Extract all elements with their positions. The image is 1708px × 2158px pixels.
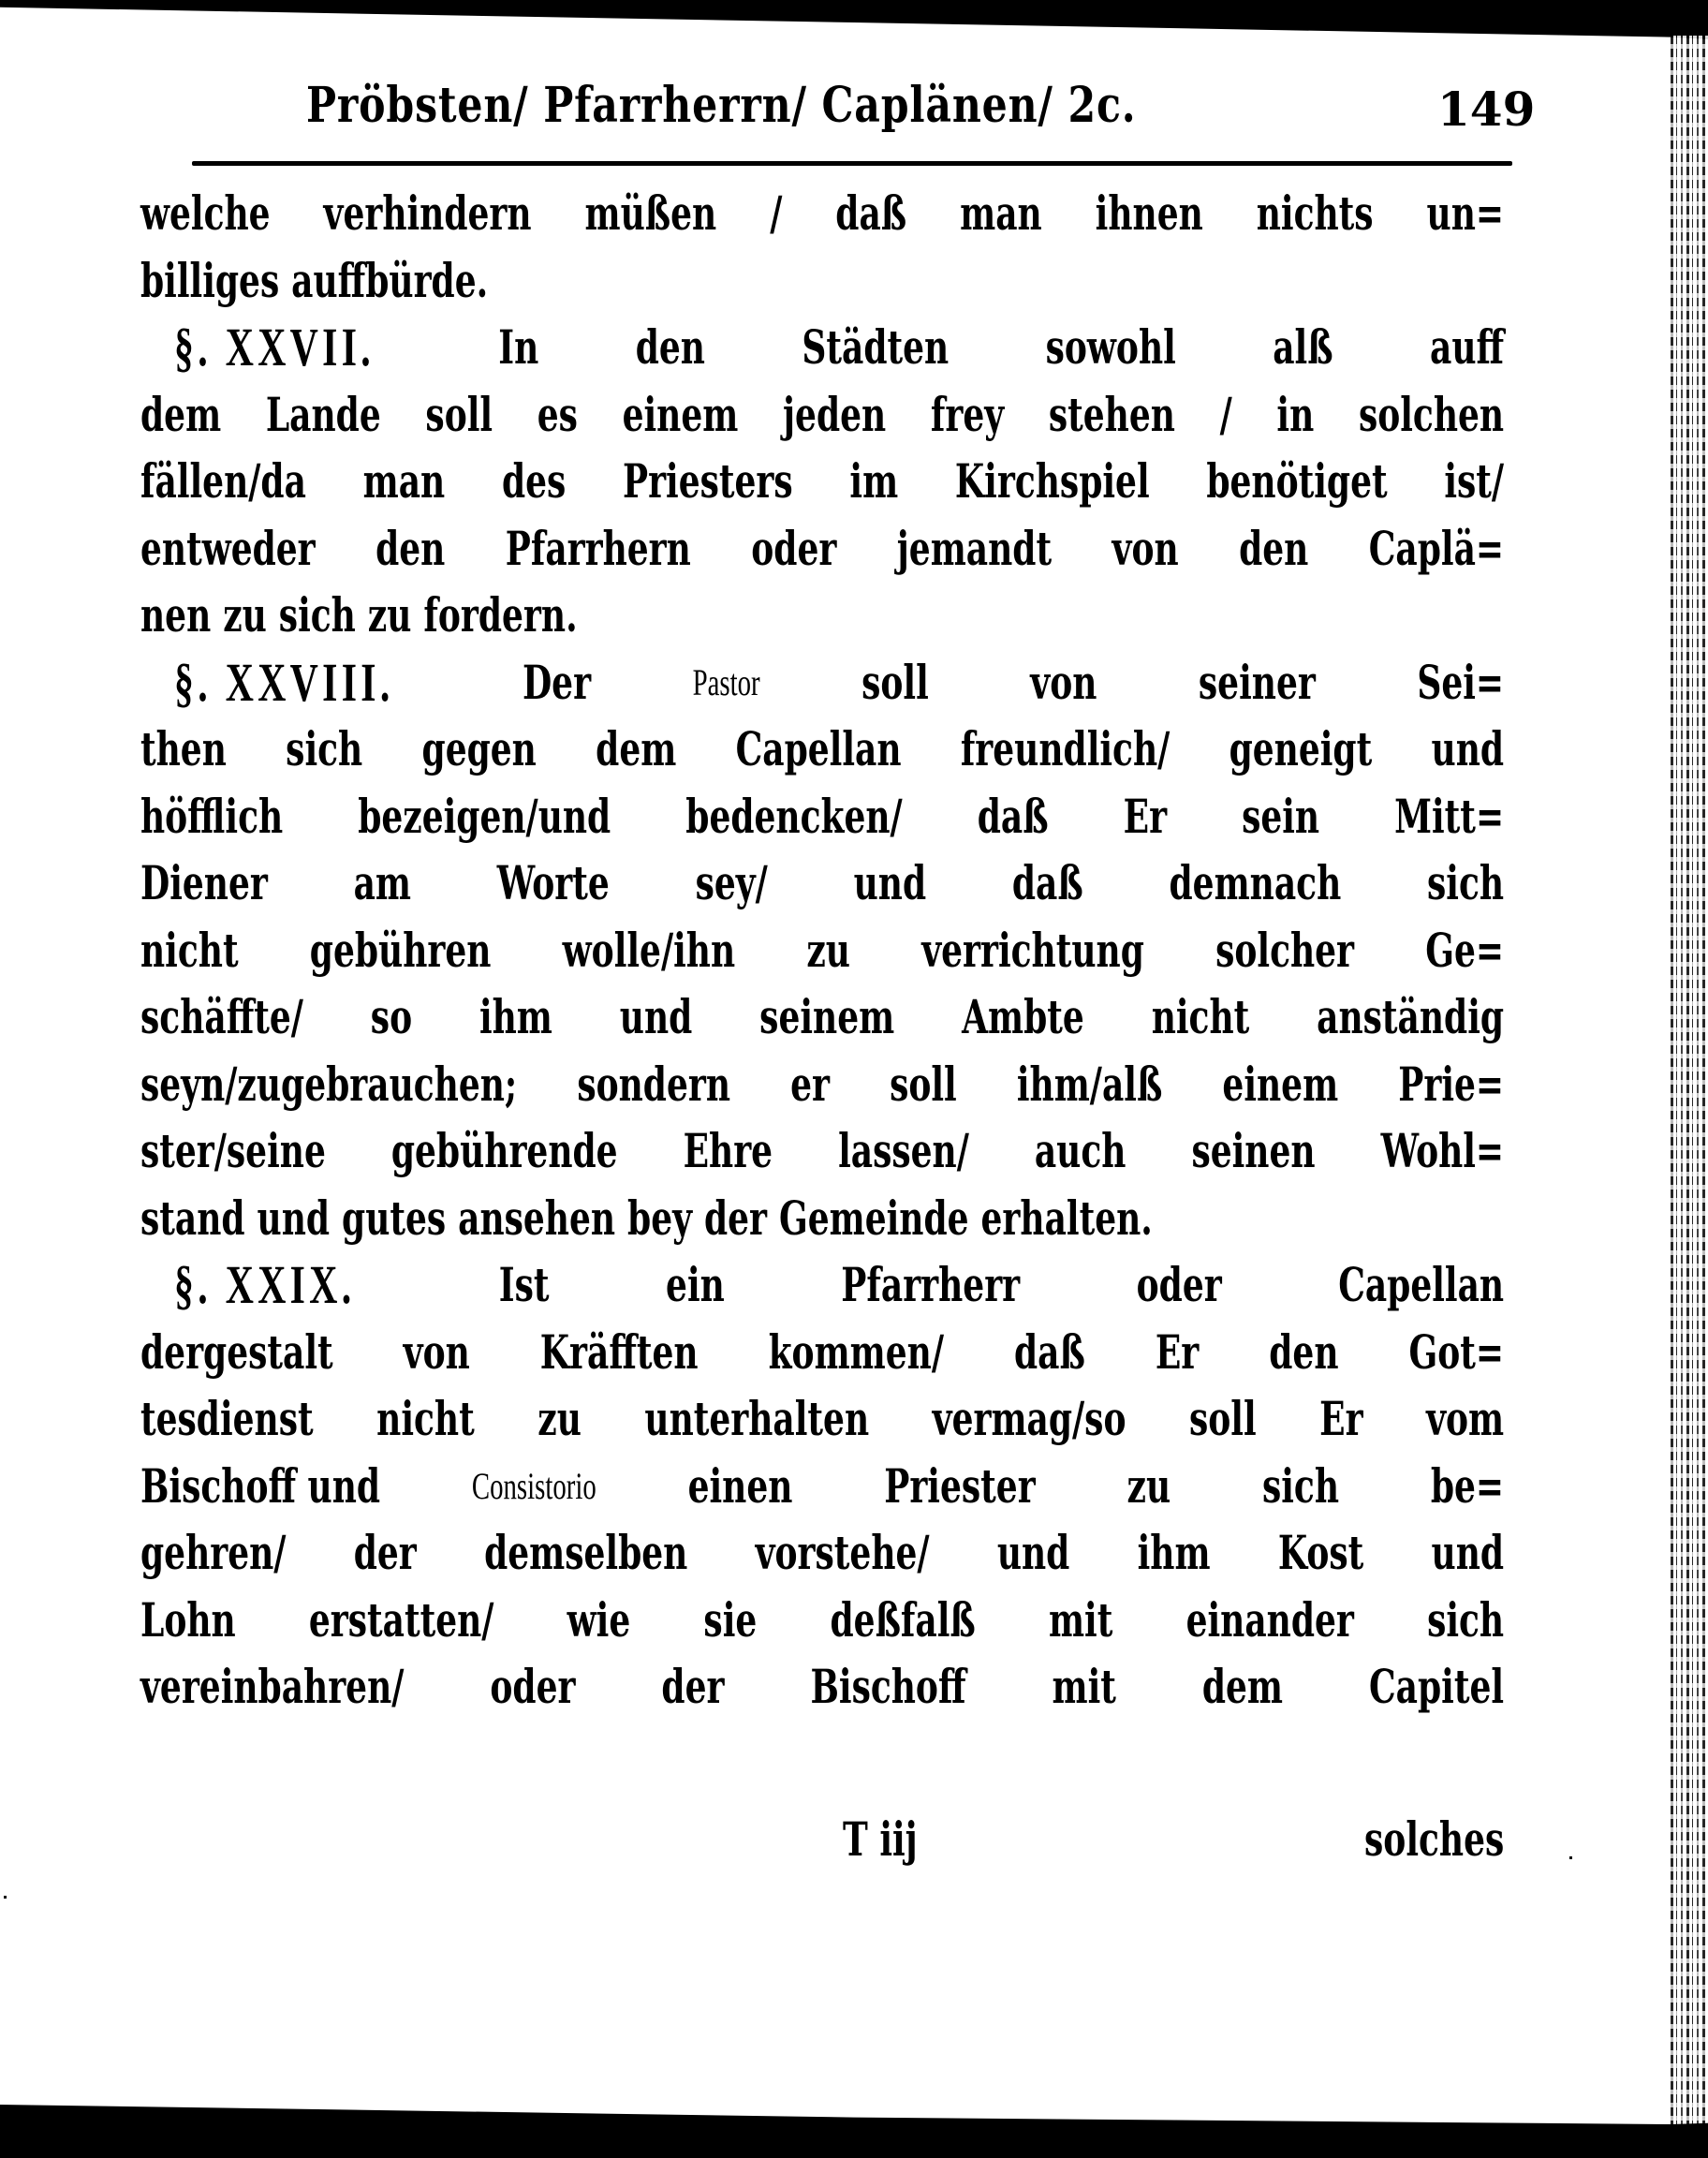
word: Sei= bbox=[1417, 654, 1505, 710]
word: in bbox=[1276, 386, 1315, 442]
word: Kräfften bbox=[539, 1323, 699, 1380]
paragraph-number: §. XXIX. bbox=[174, 1254, 356, 1315]
word: des bbox=[501, 453, 567, 509]
roman-word: Consistorio bbox=[471, 1464, 596, 1507]
word: lassen/ bbox=[838, 1123, 969, 1178]
word: Got= bbox=[1408, 1323, 1505, 1380]
word: vereinbahren/ bbox=[140, 1659, 405, 1714]
page-edge-strip bbox=[1671, 36, 1708, 2124]
word: daß bbox=[977, 788, 1049, 844]
word: bezeigen/und bbox=[358, 788, 611, 844]
text-line bbox=[140, 314, 1504, 381]
word: demnach bbox=[1169, 855, 1342, 910]
word: Ge= bbox=[1425, 922, 1505, 978]
word: wolle/ihn bbox=[562, 922, 736, 978]
text-line bbox=[140, 783, 1504, 850]
word: von bbox=[1030, 654, 1097, 710]
word: und bbox=[853, 855, 927, 910]
text-line bbox=[140, 1385, 1504, 1453]
word: Worte bbox=[496, 855, 610, 910]
word: soll bbox=[1188, 1391, 1257, 1446]
word: vom bbox=[1426, 1391, 1505, 1446]
word: Pfarrhern bbox=[505, 520, 691, 576]
word: seiner bbox=[1198, 654, 1316, 710]
word: Er bbox=[1123, 788, 1168, 844]
text-line bbox=[140, 1051, 1504, 1118]
word: nichts bbox=[1256, 185, 1374, 241]
word: soll bbox=[890, 1056, 957, 1112]
word: verhindern bbox=[323, 185, 532, 241]
word: Bischoff und bbox=[140, 1457, 381, 1514]
scan-top-border bbox=[0, 0, 1708, 56]
text-line bbox=[140, 983, 1504, 1051]
word: gegen bbox=[421, 721, 537, 776]
word: gebühren bbox=[309, 922, 492, 978]
word: Er bbox=[1319, 1391, 1363, 1446]
word: verrichtung bbox=[921, 922, 1144, 978]
word: daß bbox=[1011, 855, 1083, 910]
text-line bbox=[140, 1251, 1504, 1319]
word: nicht bbox=[1151, 989, 1250, 1044]
word: Städten bbox=[802, 319, 950, 375]
text-line bbox=[140, 1653, 1504, 1721]
word: im bbox=[849, 453, 899, 509]
word: unterhalten bbox=[644, 1391, 870, 1446]
word: sie bbox=[703, 1591, 758, 1648]
word: bedencken/ bbox=[685, 788, 903, 844]
word: der bbox=[703, 1190, 768, 1246]
paragraph-number: §. XXVIII. bbox=[174, 651, 394, 713]
word: von bbox=[403, 1323, 470, 1380]
word: kommen/ bbox=[768, 1323, 944, 1380]
text-line bbox=[140, 850, 1504, 917]
word: solcher bbox=[1215, 922, 1355, 978]
word: nicht bbox=[140, 922, 239, 978]
word: dem bbox=[1201, 1659, 1284, 1714]
text-line bbox=[140, 180, 1504, 247]
word: daß bbox=[1013, 1323, 1085, 1380]
word: erstatten/ bbox=[308, 1591, 494, 1648]
word: seyn/zugebrauchen; bbox=[140, 1056, 518, 1112]
word: Er bbox=[1155, 1323, 1200, 1380]
print-speck bbox=[1569, 1856, 1572, 1859]
word: mit bbox=[1048, 1591, 1113, 1648]
catchword: solches bbox=[1363, 1811, 1504, 1867]
word: gebührende bbox=[390, 1123, 618, 1178]
word: ihm bbox=[1137, 1525, 1211, 1580]
word: then bbox=[140, 721, 227, 776]
word: ein bbox=[666, 1257, 725, 1312]
word: man bbox=[362, 453, 446, 509]
text-line bbox=[140, 515, 1504, 583]
word: von bbox=[1112, 520, 1179, 576]
word: daß bbox=[835, 185, 907, 241]
text-line bbox=[140, 716, 1504, 783]
word: sich bbox=[286, 721, 363, 776]
header-rule bbox=[192, 161, 1512, 166]
word: ster/seine bbox=[140, 1123, 326, 1178]
word: Mitt= bbox=[1394, 788, 1505, 844]
word: sich bbox=[1261, 1457, 1340, 1514]
word: zu bbox=[367, 587, 412, 643]
word: soll bbox=[861, 654, 929, 710]
word: billiges bbox=[140, 252, 280, 308]
scan-bottom-border bbox=[0, 2100, 1708, 2158]
word: Lande bbox=[265, 386, 381, 442]
word: demselben bbox=[484, 1525, 688, 1580]
running-head: Pröbsten/ Pfarrherrn/ Caplänen/ 2c. bbox=[306, 77, 1137, 134]
word: zu bbox=[223, 587, 267, 643]
word: sondern bbox=[577, 1056, 730, 1112]
word: un= bbox=[1426, 185, 1505, 241]
word: der bbox=[661, 1659, 725, 1714]
word: den bbox=[635, 319, 705, 375]
word: Diener bbox=[140, 855, 268, 910]
word: gehren/ bbox=[140, 1525, 287, 1580]
word: Wohl= bbox=[1380, 1123, 1505, 1178]
word: Ambte bbox=[962, 989, 1084, 1044]
word: stehen bbox=[1048, 386, 1175, 442]
word: Der bbox=[522, 654, 592, 710]
word: sowohl bbox=[1045, 319, 1176, 375]
word: und bbox=[1431, 721, 1505, 776]
word: Ehre bbox=[683, 1123, 773, 1178]
word: dem bbox=[596, 721, 677, 776]
word: zu bbox=[806, 922, 850, 978]
word: sich bbox=[1427, 1591, 1505, 1648]
word: vorstehe/ bbox=[755, 1525, 930, 1580]
word: auff bbox=[1430, 319, 1505, 375]
word: anständig bbox=[1317, 989, 1505, 1044]
word: Kirchspiel bbox=[954, 453, 1150, 509]
word: Ist bbox=[498, 1257, 550, 1312]
word: sich bbox=[1427, 855, 1505, 910]
word: welche bbox=[140, 185, 271, 241]
word: einem bbox=[622, 386, 739, 442]
word: oder bbox=[490, 1659, 576, 1714]
text-line bbox=[140, 582, 1504, 649]
word: einem bbox=[1222, 1056, 1339, 1112]
word: höfflich bbox=[140, 788, 284, 844]
word: nen bbox=[140, 587, 212, 643]
word: oder bbox=[1136, 1257, 1222, 1312]
word: es bbox=[537, 386, 578, 442]
word: Prie= bbox=[1398, 1056, 1505, 1112]
word: fordern. bbox=[423, 587, 578, 643]
word: ihm bbox=[479, 989, 552, 1044]
word: gutes bbox=[342, 1190, 447, 1246]
word: vermag/so bbox=[932, 1391, 1126, 1446]
word: zu bbox=[537, 1391, 582, 1446]
text-line bbox=[140, 1185, 1504, 1252]
word: ihm/alß bbox=[1016, 1056, 1163, 1112]
word: der bbox=[353, 1525, 417, 1580]
word: oder bbox=[751, 520, 837, 576]
word: müßen bbox=[584, 185, 717, 241]
roman-word: Pastor bbox=[692, 660, 760, 703]
word: fällen/da bbox=[140, 453, 306, 509]
text-line bbox=[140, 448, 1504, 515]
word: er bbox=[790, 1056, 830, 1112]
word: Priesters bbox=[623, 453, 793, 509]
word: Lohn bbox=[140, 1591, 236, 1648]
word: Capellan bbox=[735, 721, 902, 776]
word: zu bbox=[1126, 1457, 1171, 1514]
word: dem bbox=[140, 386, 222, 442]
word: benötiget bbox=[1206, 453, 1388, 509]
word: In bbox=[498, 319, 539, 375]
word: so bbox=[370, 989, 413, 1044]
word: am bbox=[353, 855, 412, 910]
word: soll bbox=[425, 386, 493, 442]
word: man bbox=[960, 185, 1042, 241]
word: jemandt bbox=[896, 520, 1053, 576]
paragraph-number: §. XXVII. bbox=[174, 317, 375, 377]
text-line bbox=[140, 247, 1504, 315]
word: und bbox=[257, 1190, 331, 1246]
word: sey/ bbox=[695, 855, 768, 910]
word: solchen bbox=[1358, 386, 1505, 442]
body-text bbox=[140, 180, 1504, 1721]
word: Capellan bbox=[1338, 1257, 1505, 1312]
word: Pfarrherr bbox=[841, 1257, 1021, 1312]
word: auch bbox=[1034, 1123, 1126, 1178]
word: den bbox=[1269, 1323, 1339, 1380]
word: seinen bbox=[1191, 1123, 1316, 1178]
word: tesdienst bbox=[140, 1391, 314, 1446]
text-line bbox=[140, 649, 1504, 717]
word: jeden bbox=[783, 386, 887, 442]
text-line bbox=[140, 917, 1504, 984]
word: ist/ bbox=[1444, 453, 1505, 509]
word: sein bbox=[1242, 788, 1320, 844]
word: freundlich/ bbox=[960, 721, 1171, 776]
word: wie bbox=[567, 1591, 631, 1648]
word: seinem bbox=[759, 989, 895, 1044]
word: ansehen bbox=[458, 1190, 616, 1246]
word: be= bbox=[1430, 1457, 1505, 1514]
word: ihnen bbox=[1095, 185, 1203, 241]
word: entweder bbox=[140, 520, 316, 576]
word: einander bbox=[1185, 1591, 1354, 1648]
word: alß bbox=[1273, 319, 1333, 375]
word: und bbox=[1431, 1525, 1505, 1580]
word: auffbürde. bbox=[291, 252, 489, 308]
word: erhalten. bbox=[980, 1190, 1153, 1246]
word: frey bbox=[930, 386, 1005, 442]
word: und bbox=[619, 989, 693, 1044]
signature-mark: T iij bbox=[843, 1811, 918, 1867]
text-line bbox=[140, 1117, 1504, 1185]
text-line bbox=[140, 381, 1504, 449]
word: einen bbox=[687, 1457, 793, 1514]
print-speck bbox=[4, 1896, 7, 1899]
word: den bbox=[1239, 520, 1309, 576]
word: Capitel bbox=[1369, 1659, 1505, 1714]
word: deßfalß bbox=[830, 1591, 976, 1648]
word: schäffte/ bbox=[140, 989, 303, 1044]
word: mit bbox=[1052, 1659, 1116, 1714]
word: geneigt bbox=[1229, 721, 1373, 776]
word: / bbox=[770, 185, 783, 241]
word: / bbox=[1219, 386, 1232, 442]
text-line bbox=[140, 1587, 1504, 1654]
page-number: 149 bbox=[1437, 81, 1536, 137]
word: sich bbox=[278, 587, 356, 643]
text-line bbox=[140, 1519, 1504, 1587]
word: Bischoff bbox=[810, 1659, 966, 1714]
text-line bbox=[140, 1453, 1504, 1520]
word: Caplä= bbox=[1368, 520, 1505, 576]
word: den bbox=[375, 520, 446, 576]
word: dergestalt bbox=[140, 1323, 333, 1380]
catch-line bbox=[140, 1806, 1504, 1873]
word: Priester bbox=[884, 1457, 1036, 1514]
word: nicht bbox=[376, 1391, 475, 1446]
word: Kost bbox=[1277, 1525, 1364, 1580]
word: stand bbox=[140, 1190, 245, 1246]
word: und bbox=[996, 1525, 1070, 1580]
text-line bbox=[140, 1319, 1504, 1386]
word: bey bbox=[627, 1190, 693, 1246]
word: Gemeinde bbox=[778, 1190, 969, 1246]
